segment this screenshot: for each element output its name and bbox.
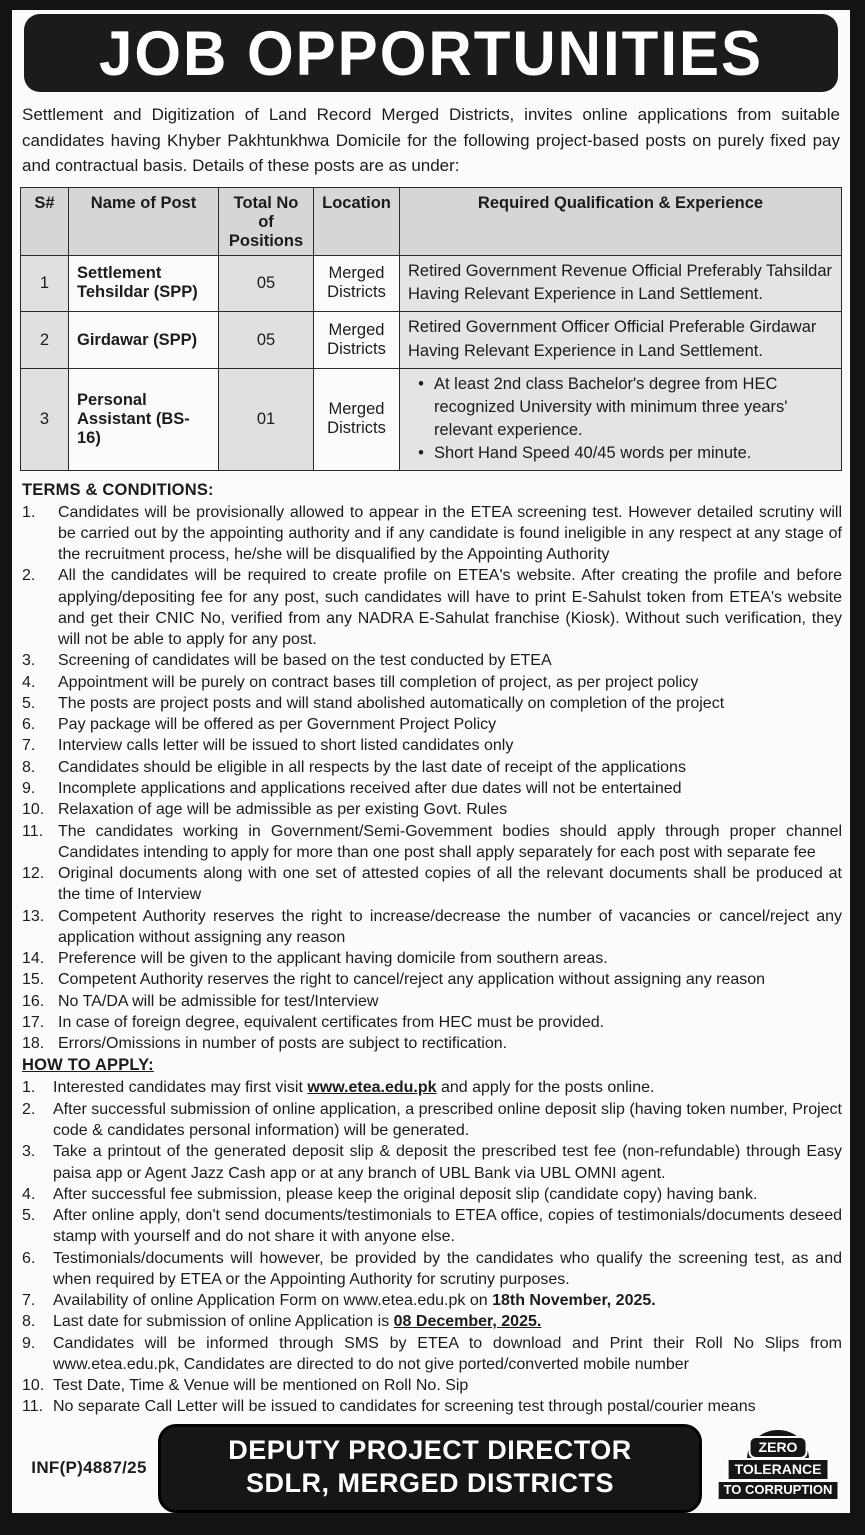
intro-paragraph: Settlement and Digitization of Land Record Merged Districts, invites online applications from suitable candidates having Khyber Pakhtunkhwa Domicile for the following project-based posts on purely fixed pay and contractual basis. Details of these posts are as under: [22, 105, 840, 175]
term-item [22, 1012, 842, 1033]
item-number: 12. [22, 865, 45, 883]
item-text: No TA/DA will be admissible for test/Interview [58, 992, 379, 1010]
term-item [22, 672, 842, 693]
bullet-text: Short Hand Speed 40/45 words per minute. [434, 444, 752, 463]
item-number: 13. [22, 907, 45, 925]
item-text: Original documents along with one set of attested copies of all the relevant documents shall be produced at the time of Interview [58, 865, 842, 904]
apply-step [22, 1077, 842, 1098]
item-text [53, 1375, 842, 1396]
term-item [22, 821, 842, 864]
post-name-cell: Settlement Tehsildar (SPP) [69, 255, 219, 312]
term-item [22, 565, 842, 650]
column-header: Name of Post [69, 187, 219, 255]
table-row [21, 255, 842, 312]
term-item [22, 502, 842, 566]
term-item [22, 778, 842, 799]
page-title: JOB OPPORTUNITIES [98, 17, 764, 89]
item-number: 15. [22, 971, 45, 989]
item-number: 8. [22, 1313, 36, 1331]
item-text [53, 1290, 842, 1311]
highlighted-text: 08 December, 2025. [393, 1313, 542, 1331]
term-item [22, 693, 842, 714]
item-number: 2. [22, 567, 36, 585]
location-cell: Merged Districts [314, 255, 400, 312]
positions-cell: 01 [219, 369, 314, 470]
badge-line-tolerance: TOLERANCE [729, 1460, 828, 1478]
footer [20, 1424, 842, 1514]
item-text: The candidates working in Government/Semi-Govemment bodies should apply through proper channel Candidates intending to apply for more than one post shall apply separately for each post with separate fee [58, 822, 842, 861]
term-item [22, 948, 842, 969]
item-number: 4. [22, 673, 36, 691]
signature-box [158, 1424, 702, 1514]
item-number: 18. [22, 1035, 45, 1053]
item-text [53, 1205, 842, 1248]
highlighted-text: 18th November, 2025. [492, 1292, 656, 1310]
badge-line-zero: ZERO [749, 1436, 808, 1458]
signature-office: SDLR, MERGED DISTRICTS [245, 1468, 614, 1499]
apply-step [22, 1375, 842, 1396]
item-number: 7. [22, 1292, 36, 1310]
table-body [21, 255, 842, 470]
location-cell: Merged Districts [314, 369, 400, 470]
item-text [53, 1396, 842, 1417]
plain-text: After successful fee submission, please keep the original deposit slip (candidate copy) having bank. [53, 1185, 758, 1203]
qualification-cell: Retired Government Revenue Official Preferably Tahsildar Having Relevant Experience in Land Settlement. [400, 255, 842, 312]
plain-text: Test Date, Time & Venue will be mentioned on Roll No. Sip [53, 1377, 469, 1395]
column-header: S# [21, 187, 69, 255]
qualification-bullet [408, 442, 833, 465]
item-text: Candidates will be provisionally allowed to appear in the ETEA screening test. However detailed scrutiny will be carried out by the appointing authority and if any candidate is found ineligible in any respect at any stage of the recruitment process, he/she will be disqualified by the Appointing Authority [58, 503, 842, 564]
apply-step [22, 1311, 842, 1332]
bullet-icon: • [418, 444, 424, 463]
zero-tolerance-badge-icon [714, 1427, 842, 1509]
column-header: Location [314, 187, 400, 255]
plain-text: Testimonials/documents will however, be provided by the candidates who qualify the screening test, as and when required by ETEA or the Appointing Authority for scrutiny purposes. [53, 1249, 842, 1288]
positions-cell: 05 [219, 312, 314, 369]
term-item [22, 906, 842, 949]
table-header-row [21, 187, 842, 255]
terms-list [22, 502, 842, 1055]
apply-step [22, 1248, 842, 1291]
term-item [22, 650, 842, 671]
item-text: The posts are project posts and will stand abolished automatically on completion of the project [58, 694, 725, 712]
apply-step [22, 1099, 842, 1142]
apply-step [22, 1333, 842, 1376]
location-cell: Merged Districts [314, 312, 400, 369]
term-item [22, 735, 842, 756]
apply-step [22, 1141, 842, 1184]
plain-text: After successful submission of online application, a prescribed online deposit slip (having token number, Project code & candidates personal information) will be generated. [53, 1100, 842, 1139]
item-text [53, 1099, 842, 1142]
badge-line-to-corruption: TO CORRUPTION [719, 1482, 838, 1499]
sno-cell: 3 [21, 369, 69, 470]
item-number: 9. [22, 1334, 36, 1352]
sno-cell: 1 [21, 255, 69, 312]
item-number: 1. [22, 503, 36, 521]
inf-number: INF(P)4887/25 [31, 1458, 147, 1478]
plain-text: and apply for the posts online. [436, 1079, 655, 1097]
item-text [53, 1141, 842, 1184]
terms-heading: TERMS & CONDITIONS: [22, 480, 214, 499]
item-number: 11. [22, 1398, 44, 1416]
item-text: Candidates should be eligible in all respects by the last date of receipt of the applications [58, 758, 686, 776]
item-number: 16. [22, 992, 45, 1010]
item-number: 5. [22, 1207, 36, 1225]
item-text: In case of foreign degree, equivalent certificates from HEC must be provided. [58, 1013, 605, 1031]
item-text: Competent Authority reserves the right to increase/decrease the number of vacancies or cancel/reject any application without assigning any reason [58, 907, 842, 946]
item-text: Incomplete applications and applications received after due dates will not be entertained [58, 780, 682, 798]
item-text: Preference will be given to the applicant having domicile from southern areas. [58, 950, 608, 968]
item-text: Appointment will be purely on contract bases till completion of project, as per project policy [58, 673, 699, 691]
item-text: Relaxation of age will be admissible as per existing Govt. Rules [58, 801, 508, 819]
item-text [53, 1248, 842, 1291]
item-number: 1. [22, 1079, 36, 1097]
item-number: 2. [22, 1100, 36, 1118]
item-text: Competent Authority reserves the right to cancel/reject any application without assigning any reason [58, 971, 766, 989]
item-number: 10. [22, 801, 45, 819]
term-item [22, 969, 842, 990]
term-item [22, 757, 842, 778]
post-name-cell: Girdawar (SPP) [69, 312, 219, 369]
item-number: 17. [22, 1013, 45, 1031]
plain-text: Take a printout of the generated deposit slip & deposit the prescribed test fee (non-refundable) through Easy paisa app or Agent Jazz Cash app or at any branch of UBL Bank via UBL OMNI agent. [53, 1143, 842, 1182]
highlighted-text: www.etea.edu.pk [307, 1079, 437, 1097]
item-number: 10. [22, 1377, 45, 1395]
qualification-bullet [408, 373, 833, 442]
column-header: Total No of Positions [219, 187, 314, 255]
plain-text: Interested candidates may first visit [53, 1079, 308, 1097]
positions-cell: 05 [219, 255, 314, 312]
apply-step [22, 1184, 842, 1205]
item-text [53, 1311, 842, 1332]
term-item [22, 991, 842, 1012]
item-text: All the candidates will be required to create profile on ETEA's website. After creating the profile and before applying/depositing fee for any post, such candidates will have to print E-Sahulst token from ETEA's website and get their CNIC No, verified from any NADRA E-Sahulat franchise (Kiosk). Without such verification, they will not be able to apply for any post. [58, 567, 842, 649]
plain-text: No separate Call Letter will be issued to candidates for screening test through postal/courier means [53, 1398, 756, 1416]
item-number: 9. [22, 780, 36, 798]
table-row [21, 369, 842, 470]
plain-text: Availability of online Application Form on www.etea.edu.pk on [53, 1292, 493, 1310]
item-text [53, 1077, 842, 1098]
item-number: 6. [22, 1249, 36, 1267]
term-item [22, 799, 842, 820]
item-number: 11. [22, 822, 44, 840]
apply-step [22, 1290, 842, 1311]
term-item [22, 714, 842, 735]
item-text: Errors/Omissions in number of posts are subject to rectification. [58, 1035, 508, 1053]
item-number: 3. [22, 1143, 36, 1161]
ad-sheet [12, 10, 850, 1513]
item-number: 3. [22, 652, 36, 670]
apply-step [22, 1205, 842, 1248]
item-number: 7. [22, 737, 36, 755]
item-number: 8. [22, 758, 36, 776]
how-to-apply-heading: HOW TO APPLY: [22, 1056, 154, 1075]
bullet-text: At least 2nd class Bachelor's degree from HEC recognized University with minimum three years' relevant experience. [434, 375, 788, 440]
item-text: Screening of candidates will be based on the test conducted by ETEA [58, 652, 552, 670]
column-header: Required Qualification & Experience [400, 187, 842, 255]
item-text: Pay package will be offered as per Government Project Policy [58, 716, 497, 734]
posts-table [20, 187, 842, 471]
how-to-apply-list [22, 1077, 842, 1417]
term-item [22, 863, 842, 906]
item-text [53, 1333, 842, 1376]
item-text [53, 1184, 842, 1205]
table-row [21, 312, 842, 369]
item-number: 4. [22, 1185, 36, 1203]
sno-cell: 2 [21, 312, 69, 369]
plain-text: Candidates will be informed through SMS by ETEA to download and Print their Roll No Slips from www.etea.edu.pk, Candidates are directed to do not give ported/converted mobile number [53, 1334, 842, 1373]
page-title-banner [24, 14, 838, 92]
apply-step [22, 1396, 842, 1417]
item-number: 14. [22, 950, 45, 968]
plain-text: Last date for submission of online Application is [53, 1313, 394, 1331]
plain-text: After online apply, don't send documents/testimonials to ETEA office, copies of testimonials/documents deseed stamp with yourself and do not share it with anyone else. [53, 1207, 842, 1246]
item-number: 6. [22, 716, 36, 734]
signature-title: DEPUTY PROJECT DIRECTOR [228, 1434, 632, 1465]
item-number: 5. [22, 694, 36, 712]
qualification-cell [400, 369, 842, 470]
term-item [22, 1033, 842, 1054]
bullet-icon: • [418, 375, 424, 394]
qualification-cell: Retired Government Officer Official Preferable Girdawar Having Relevant Experience in Land Settlement. [400, 312, 842, 369]
item-text: Interview calls letter will be issued to short listed candidates only [58, 737, 514, 755]
post-name-cell: Personal Assistant (BS-16) [69, 369, 219, 470]
